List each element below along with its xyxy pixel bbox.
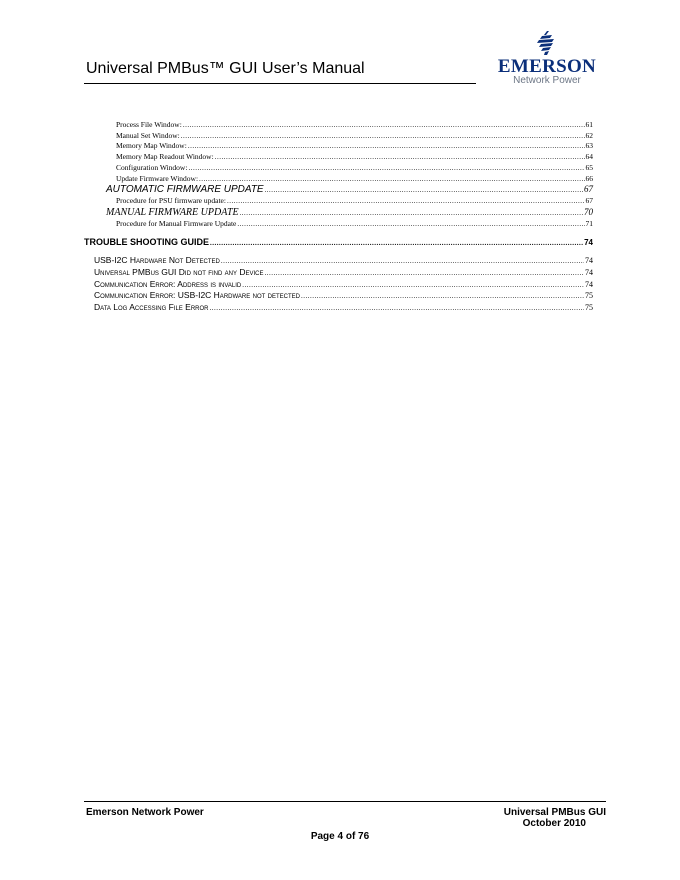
- toc-entry-page: 65: [585, 163, 593, 172]
- logo-subtitle: Network Power: [513, 75, 581, 86]
- page-number: Page 4 of 76: [310, 831, 370, 842]
- toc-leader-dots: [210, 239, 583, 247]
- header-divider: [84, 83, 476, 84]
- toc-entry[interactable]: [94, 279, 593, 289]
- toc-entry-title: Universal PMBus GUI Did not find any Device: [94, 267, 264, 277]
- toc-entry[interactable]: [116, 196, 593, 205]
- toc-entry-page: 64: [585, 152, 593, 161]
- footer-divider: [84, 801, 606, 802]
- toc-entry-page: 67: [584, 184, 593, 194]
- toc-entry-page: 74: [584, 238, 593, 247]
- toc-entry[interactable]: [116, 131, 593, 140]
- toc-entry-title: Process File Window:: [116, 120, 182, 129]
- toc-entry[interactable]: [116, 174, 593, 183]
- toc-leader-dots: [183, 121, 585, 129]
- footer-company: Emerson Network Power: [86, 807, 204, 818]
- toc-entry[interactable]: [116, 219, 593, 228]
- toc-entry-title: Communication Error: Address is invalid: [94, 279, 242, 289]
- footer-product: Universal PMBus GUI: [503, 807, 606, 818]
- toc-entry[interactable]: [94, 255, 593, 265]
- toc-leader-dots: [227, 197, 585, 205]
- toc-leader-dots: [188, 142, 585, 150]
- logo-brand-text: EMERSON: [497, 56, 597, 77]
- toc-leader-dots: [237, 220, 584, 228]
- toc-entry-title: Memory Map Readout Window:: [116, 152, 214, 161]
- toc-entry-title: MANUAL FIRMWARE UPDATE: [106, 207, 239, 218]
- toc-entry[interactable]: [94, 302, 593, 312]
- toc-entry-page: 75: [585, 303, 593, 312]
- toc-leader-dots: [188, 164, 584, 172]
- toc-entry-page: 66: [585, 174, 593, 183]
- toc-entry-page: 75: [585, 291, 593, 300]
- emerson-logo-icon: [534, 30, 560, 58]
- toc-leader-dots: [265, 186, 583, 194]
- toc-section-entry[interactable]: [84, 237, 593, 247]
- toc-entry[interactable]: [106, 207, 593, 218]
- toc-entry[interactable]: [116, 163, 593, 172]
- toc-entry[interactable]: [106, 184, 593, 195]
- toc-entry-title: TROUBLE SHOOTING GUIDE: [84, 237, 210, 247]
- toc-entry[interactable]: [116, 141, 593, 150]
- toc-leader-dots: [240, 209, 583, 217]
- toc-leader-dots: [265, 269, 585, 277]
- toc-entry-page: 74: [585, 280, 593, 289]
- toc-entry-title: AUTOMATIC FIRMWARE UPDATE: [106, 184, 264, 195]
- toc-entry[interactable]: [116, 152, 593, 161]
- toc-leader-dots: [199, 175, 584, 183]
- toc-entry-title: Communication Error: USB-I2C Hardware not detected: [94, 290, 300, 300]
- toc-entry[interactable]: [116, 120, 593, 129]
- toc-leader-dots: [242, 281, 584, 289]
- toc-entry-page: 67: [585, 196, 593, 205]
- toc-entry-page: 61: [585, 120, 593, 129]
- toc-entry[interactable]: [94, 290, 593, 300]
- toc-entry-title: Data Log Accessing File Error: [94, 302, 209, 312]
- toc-leader-dots: [301, 292, 584, 300]
- toc-entry-title: Update Firmware Window:: [116, 174, 199, 183]
- toc-entry[interactable]: [94, 267, 593, 277]
- toc-leader-dots: [215, 153, 585, 161]
- toc-entry-title: USB-I2C Hardware Not Detected: [94, 255, 220, 265]
- toc-entry-page: 74: [585, 268, 593, 277]
- emerson-logo: [492, 30, 602, 90]
- toc-leader-dots: [221, 257, 584, 265]
- toc-entry-page: 62: [585, 131, 593, 140]
- toc-entry-page: 70: [584, 207, 593, 217]
- toc-entry-title: Procedure for Manual Firmware Update: [116, 219, 237, 228]
- footer-date: October 2010: [522, 818, 586, 829]
- toc-leader-dots: [210, 304, 585, 312]
- toc-entry-title: Manual Set Window:: [116, 131, 180, 140]
- toc-entry-title: Configuration Window:: [116, 163, 188, 172]
- toc-entry-page: 63: [585, 141, 593, 150]
- manual-title: Universal PMBus™ GUI User’s Manual: [86, 60, 365, 77]
- toc-entry-page: 71: [585, 219, 593, 228]
- toc-entry-title: Memory Map Window:: [116, 141, 187, 150]
- toc-entry-page: 74: [585, 256, 593, 265]
- toc-entry-title: Procedure for PSU firmware update:: [116, 196, 226, 205]
- toc-leader-dots: [181, 132, 585, 140]
